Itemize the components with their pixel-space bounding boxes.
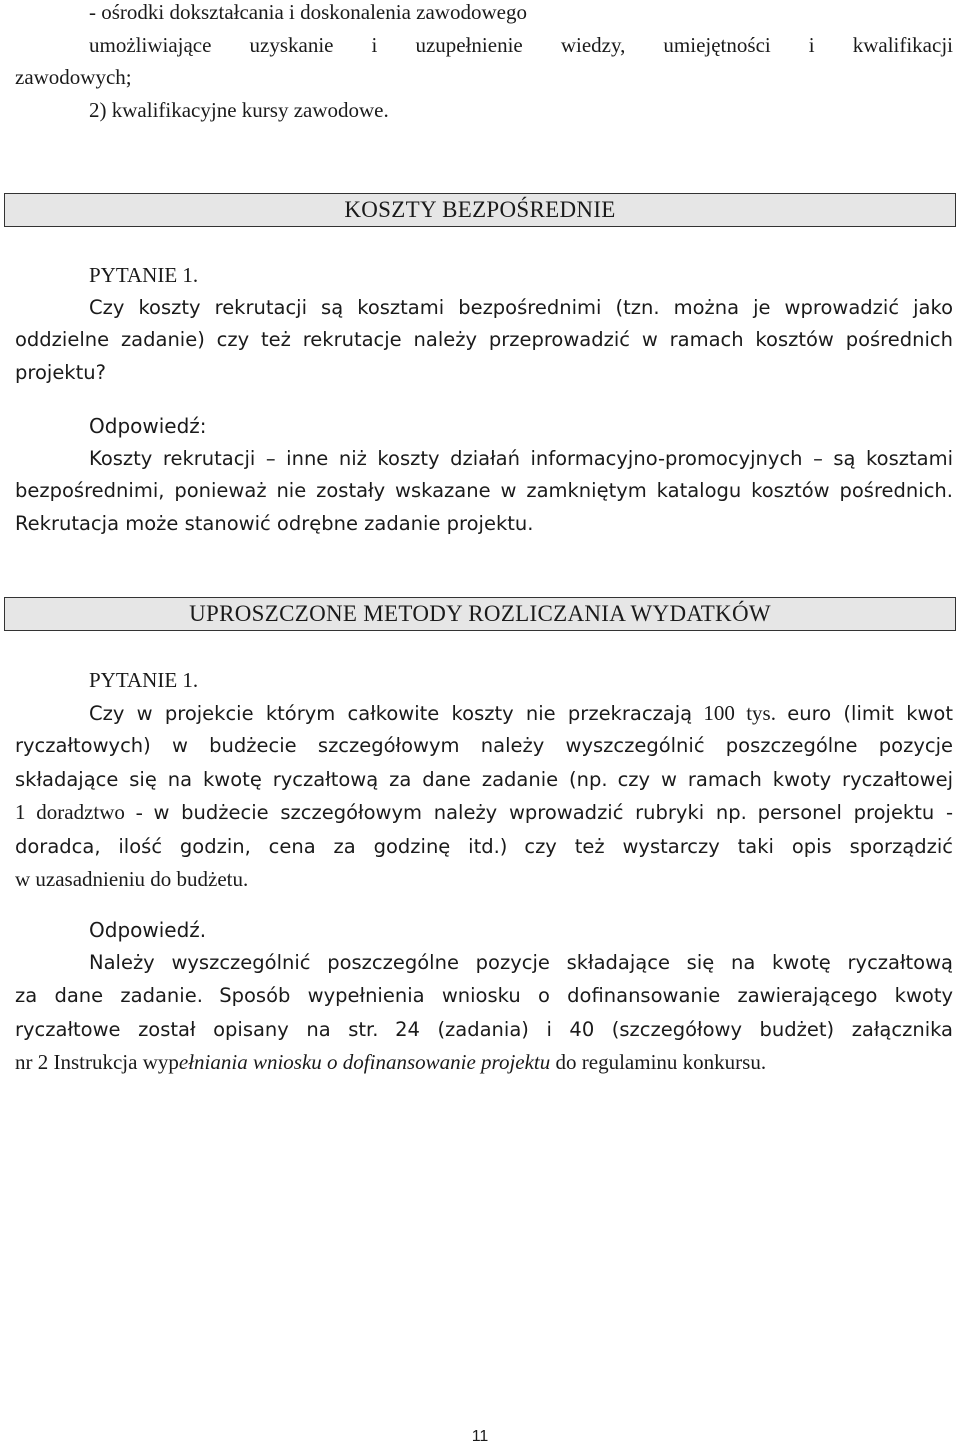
answer-text: ryczałtowe został opisany na str.	[15, 1017, 379, 1041]
answer-text: 24 (zadania) i 40 (szczegółowy budżet) załącznika	[395, 1017, 954, 1041]
intro-line: umożliwiające uzyskanie i uzupełnienie wiedzy, umiejętności i kwalifikacji	[89, 32, 953, 57]
question-text: czy w ramach kwoty ryczałtowej	[617, 767, 953, 791]
answer-line: Koszty rekrutacji – inne niż koszty działań informacyjno-promocyjnych – są kosztami	[89, 446, 953, 470]
question-text: Czy w projekcie którym całkowite koszty nie przekraczają	[89, 701, 693, 725]
question-line: projektu?	[15, 360, 106, 384]
intro-line: 2) kwalifikacyjne kursy zawodowe.	[89, 97, 389, 122]
answer-line: Rekrutacja może stanowić odrębne zadanie projektu.	[15, 511, 534, 535]
question-text: personel projektu -	[757, 801, 953, 824]
question-text: w budżecie szczegółowym należy wprowadzić rubryki np.	[153, 801, 747, 824]
answer-label: Odpowiedź:	[89, 414, 207, 438]
intro-block	[89, 0, 953, 61]
answer-line: bezpośrednimi, ponieważ nie zostały wskazane w zamkniętym katalogu kosztów pośrednich.	[15, 479, 953, 502]
question-text: euro (limit kwot	[787, 701, 954, 725]
answer-text: nr 2 Instrukcja wyp	[15, 1050, 179, 1074]
question-label: PYTANIE 1.	[89, 263, 199, 287]
question-line: Czy koszty rekrutacji są kosztami bezpośrednimi (tzn. można je wprowadzić jako	[89, 295, 953, 319]
intro-block-cont	[15, 61, 953, 126]
question-text: 1 doradztwo -	[15, 800, 143, 824]
question-text: czy też wystarczy taki opis sporządzić	[524, 834, 953, 858]
question-text: doradca, ilość godzin, cena za godzinę itd.)	[15, 834, 508, 858]
answer-line	[15, 1013, 953, 1047]
answer-line: Należy wyszczególnić poszczególne pozycje składające się na kwotę ryczałtową	[89, 950, 953, 974]
question-line	[15, 830, 953, 864]
question-line: ryczałtowych) w budżecie szczegółowym należy wyszczególnić poszczególne pozycje	[15, 734, 953, 757]
answer-text: za dane zadanie.	[15, 984, 203, 1007]
question-line	[15, 697, 953, 731]
question-line: oddzielne zadanie) czy też rekrutacje należy przeprowadzić w ramach kosztów pośrednich	[15, 328, 953, 351]
section-banner-direct-costs: KOSZTY BEZPOŚREDNIE	[4, 193, 956, 227]
question-line	[15, 796, 953, 830]
answer-text: do regulaminu konkursu.	[555, 1050, 767, 1074]
section2-answer	[15, 914, 953, 1079]
question-line: w uzasadnieniu do budżetu.	[15, 867, 249, 891]
answer-line	[15, 1046, 953, 1079]
section-banner-simplified-methods: UPROSZCZONE METODY ROZLICZANIA WYDATKÓW	[4, 597, 956, 631]
answer-line	[15, 979, 953, 1013]
intro-line: zawodowych;	[15, 65, 132, 89]
section2-question	[15, 664, 953, 896]
answer-label: Odpowiedź.	[89, 918, 207, 942]
page-number: 11	[471, 1428, 489, 1445]
answer-text: Sposób wypełnienia wniosku o dofinansowanie zawierającego kwoty	[219, 984, 954, 1007]
question-line	[15, 763, 953, 797]
section1-question	[15, 259, 953, 389]
section1-answer	[15, 410, 953, 540]
question-text: składające się na kwotę ryczałtową za dane zadanie (np.	[15, 767, 608, 791]
answer-text-italic: ełniania wniosku o dofinansowanie projektu	[178, 1050, 551, 1074]
intro-line: - ośrodki dokształcania i doskonalenia zawodowego	[89, 0, 527, 24]
question-label: PYTANIE 1.	[89, 668, 199, 692]
question-text: 100 tys.	[703, 700, 776, 725]
